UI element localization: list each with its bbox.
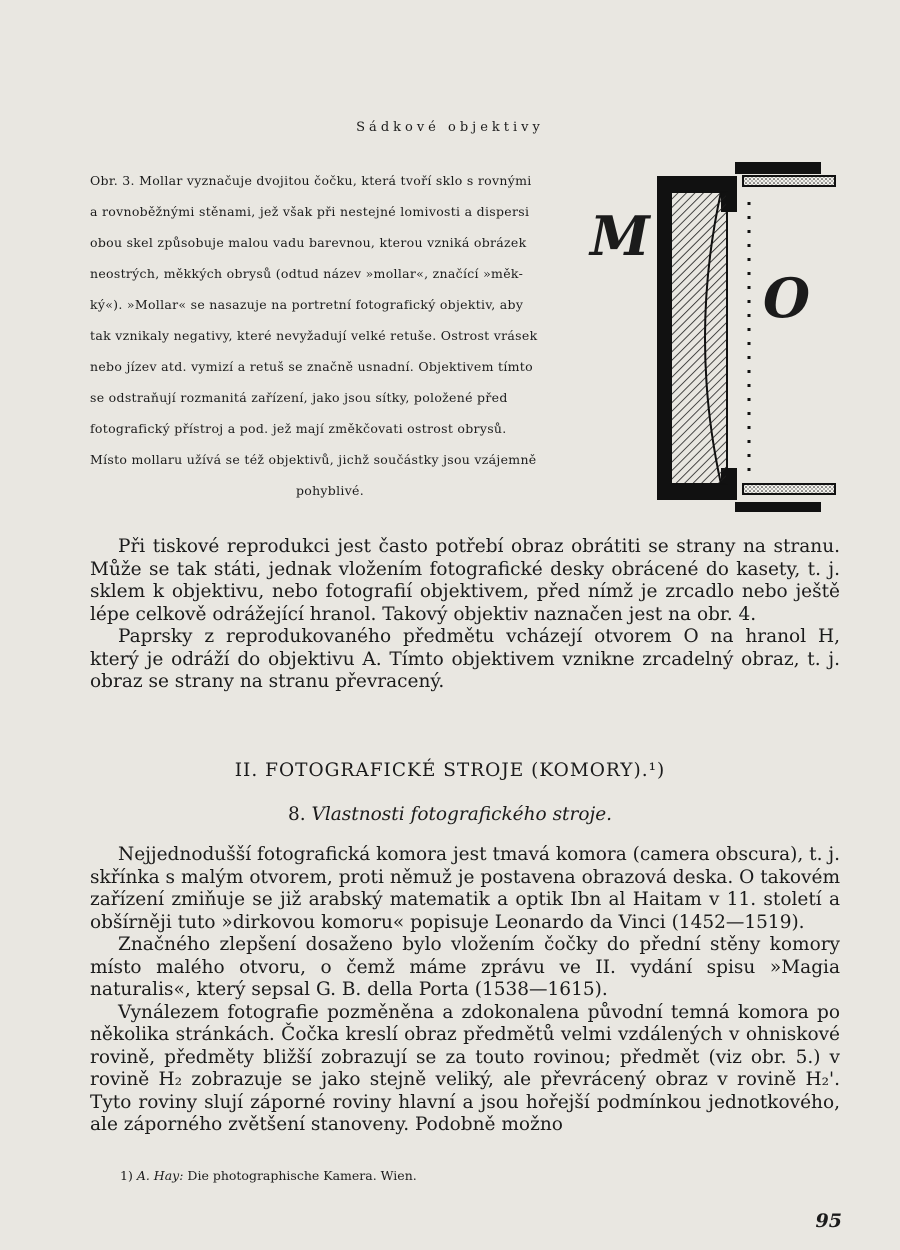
running-head: Sádkové objektivy (356, 120, 544, 135)
lens-figure (585, 158, 845, 518)
section-heading (0, 804, 900, 825)
footnote (120, 1168, 417, 1183)
chapter-heading: II. FOTOGRAFICKÉ STROJE (KOMORY).¹) (234, 760, 666, 781)
paragraph: Značného zlepšení dosaženo bylo vložením čočky do přední stěny komory místo malého otvoru, o čemž máme zprávu ve II. vydání spisu »Magia naturalis«, který sepsal G. B. della Porta (1538—1615). (90, 934, 840, 1000)
section-title: Vlastnosti fotografického stroje. (311, 804, 613, 825)
caption-line: Obr. 3. Mollar vyznačuje dvojitou čočku, která tvoří sklo s rovnými (90, 173, 532, 188)
caption-line: nebo jízev atd. vymizí a retuš se značně usnadní. Objektivem tímto (90, 359, 533, 374)
figure-caption (90, 165, 570, 506)
figure-label-m: M (590, 204, 650, 268)
caption-line: fotografický přístroj a pod. jež mají změkčovati ostrost obrysů. (90, 421, 507, 436)
section-number: 8. (287, 804, 306, 825)
figure-label-o: O (763, 266, 811, 330)
caption-text (90, 165, 570, 475)
paragraph: Nejjednodušší fotografická komora jest tmavá komora (camera obscura), t. j. skřínka s malým otvorem, proti němuž je postavena obrazová deska. O takovém zařízení zmiňuje se již arabský matematik a optik Ibn al Haitam v 11. století a obšírněji tuto »dirkovou komoru« popisuje Leonardo da Vinci (1452—1519). (90, 844, 840, 933)
paragraph: Vynálezem fotografie pozměněna a zdokonalena původní temná komora po několika stránkách. Čočka kreslí obraz předmětů velmi vzdálených v ohniskové rovině, předměty bližší zobrazují se za touto rovinou; předmět (viz obr. 5.) v rovině H₂ zobrazuje se jako stejně veliký, ale převrácený obraz v rovině H₂'. Tyto roviny slují záporné roviny hlavní a jsou hořejší podmínkou jednotkového, ale záporného zvětšení stanoveny. Podobně možno (90, 1001, 840, 1135)
footnote-text: Die photographische Kamera. Wien. (187, 1168, 417, 1183)
caption-line: Místo mollaru užívá se též objektivů, jichž součástky jsou vzájemně (90, 452, 537, 467)
body-section-top (90, 536, 840, 694)
footnote-marker: 1) (120, 1168, 133, 1183)
caption-line: se odstraňují rozmanitá zařízení, jako jsou sítky, položené před (90, 390, 508, 405)
footnote-author: A. Hay: (136, 1168, 184, 1183)
paragraph: Paprsky z reprodukovaného předmětu vcházejí otvorem O na hranol H, který je odráží do objektivu A. Tímto objektivem vznikne zrcadelný obraz, t. j. obraz se strany na stranu převracený. (90, 626, 840, 692)
caption-line: tak vznikaly negativy, které nevyžadují velké retuše. Ostrost vrásek (90, 328, 538, 343)
paragraph: Při tiskové reprodukci jest často potřebí obraz obrátiti se strany na stranu. Může se tak státi, jednak vložením fotografické desky obrácené do kasety, t. j. sklem k objektivu, nebo fotografií objektivem, před nímž je zrcadlo nebo ještě lépe celkově odrážející hranol. Takový objektiv naznačen jest na obr. 4. (90, 536, 840, 625)
caption-line: neostrých, měkkých obrysů (odtud název »mollar«, značící »měk- (90, 266, 524, 281)
caption-last-line: pohyblivé. (295, 483, 365, 498)
caption-line: ký«). »Mollar« se nasazuje na portretní fotografický objektiv, aby (90, 297, 524, 312)
caption-line: obou skel způsobuje malou vadu barevnou, kterou vzniká obrázek (90, 235, 527, 250)
page-number: 95 (815, 1210, 842, 1232)
body-section-bottom (90, 844, 840, 1137)
caption-line: a rovnoběžnými stěnami, jež však při nestejné lomivosti a dispersi (90, 204, 530, 219)
